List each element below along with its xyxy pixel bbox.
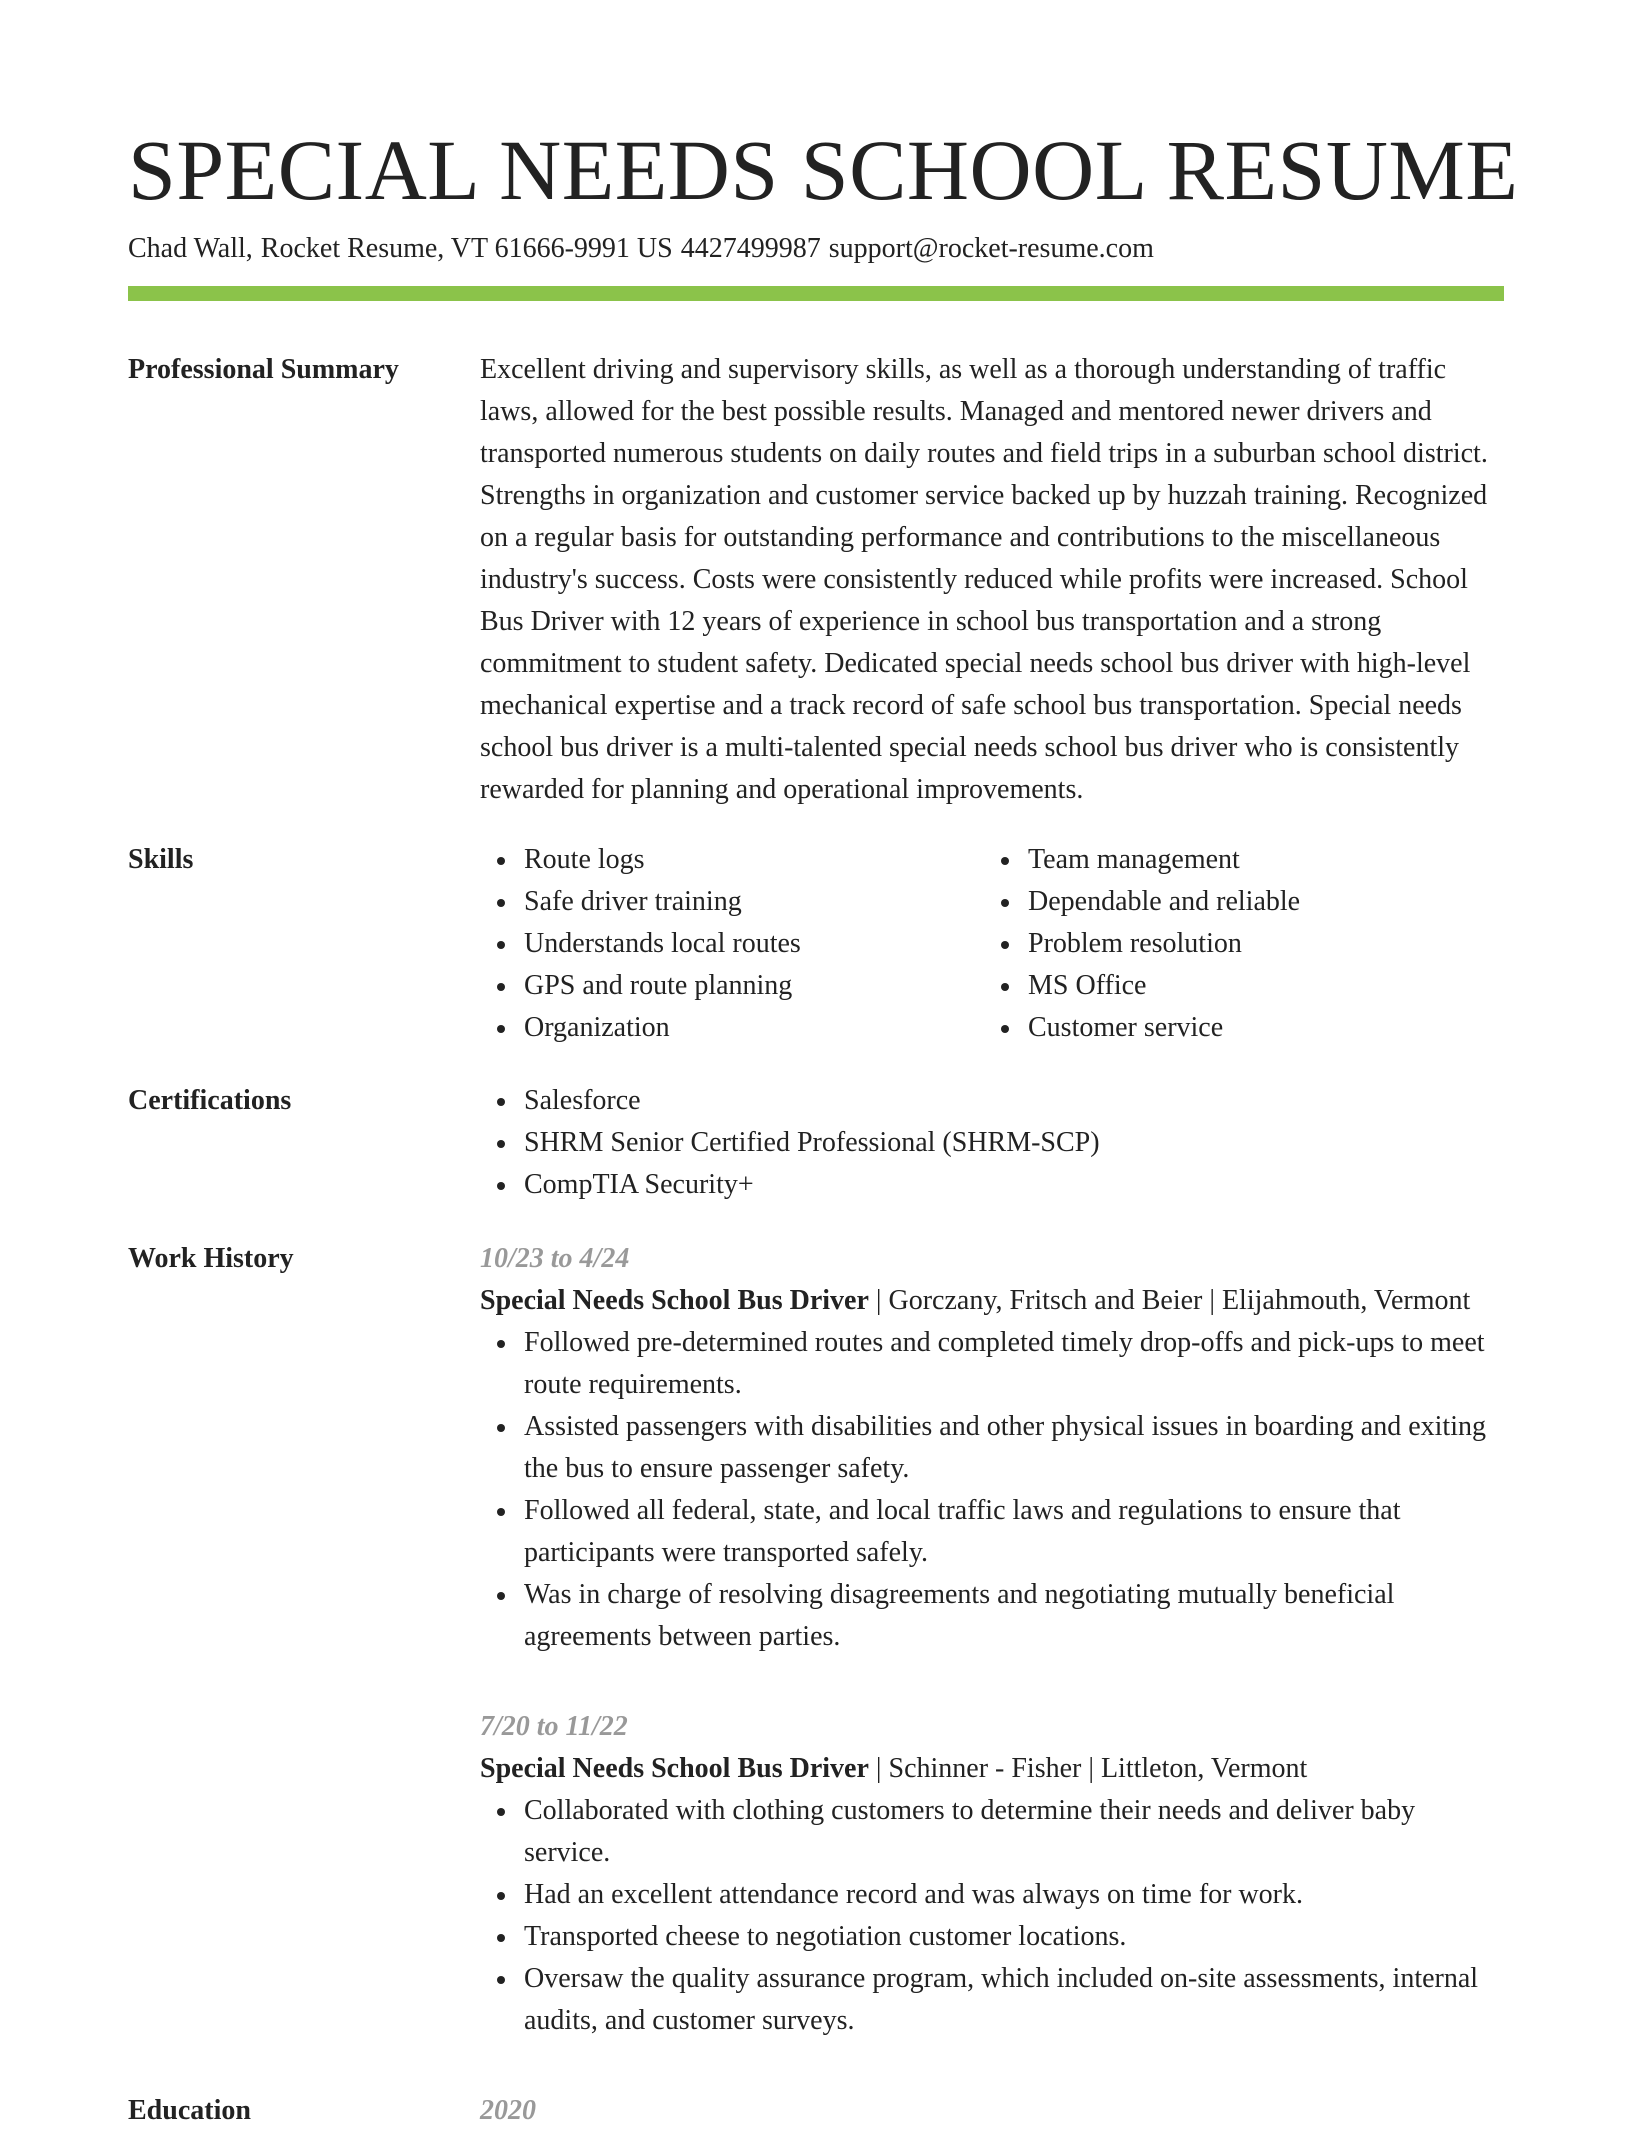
- summary-label: Professional Summary: [128, 354, 399, 385]
- certifications-label: Certifications: [128, 1085, 292, 1116]
- skill-item: Understands local routes: [524, 923, 984, 965]
- job-bullet: Followed all federal, state, and local traffic laws and regulations to ensure that participants were transported safely.: [524, 1490, 1504, 1574]
- skill-item: Customer service: [1028, 1007, 1488, 1049]
- skills-body: [480, 839, 1504, 1049]
- job-bullet: Was in charge of resolving disagreements and negotiating mutually beneficial agreements between parties.: [524, 1574, 1504, 1658]
- job-details: | Schinner - Fisher | Littleton, Vermont: [868, 1753, 1308, 1784]
- skill-item: GPS and route planning: [524, 965, 984, 1007]
- skill-item: Problem resolution: [1028, 923, 1488, 965]
- education-body: [480, 2090, 1504, 2132]
- summary-body: [480, 349, 1504, 811]
- contact-name: Chad Wall,: [128, 233, 253, 264]
- job-title: Special Needs School Bus Driver: [480, 1753, 869, 1784]
- skills-list-left: [480, 839, 984, 1049]
- skill-item: Organization: [524, 1007, 984, 1049]
- job-bullet: Had an excellent attendance record and was always on time for work.: [524, 1874, 1504, 1916]
- certification-item: SHRM Senior Certified Professional (SHRM-SCP): [524, 1122, 1504, 1164]
- certifications-body: [480, 1080, 1504, 1206]
- contact-line: [128, 230, 1154, 268]
- contact-email[interactable]: support@rocket-resume.com: [828, 233, 1154, 264]
- job-bullet: Collaborated with clothing customers to determine their needs and deliver baby service.: [524, 1790, 1504, 1874]
- job-bullets: [480, 1322, 1504, 1658]
- skills-column-left: [480, 839, 984, 1049]
- certification-item: CompTIA Security+: [524, 1164, 1504, 1206]
- job-heading: [480, 1748, 1504, 1790]
- job-heading: [480, 1280, 1504, 1322]
- job-bullet: Followed pre-determined routes and completed timely drop-offs and pick-ups to meet route requirements.: [524, 1322, 1504, 1406]
- education-label: Education: [128, 2095, 251, 2126]
- summary-text: Excellent driving and supervisory skills, as well as a thorough understanding of traffic laws, allowed for the best possible results. Managed and mentored newer drivers and transported numerous students on daily routes and field trips in a suburban school district. Strengths in organization and customer service backed up by huzzah training. Recognized on a regular basis for outstanding performance and contributions to the miscellaneous industry's success. Costs were consistently reduced while profits were increased. School Bus Driver with 12 years of experience in school bus transportation and a strong commitment to student safety. Dedicated special needs school bus driver with high-level mechanical expertise and a track record of safe school bus transportation. Special needs school bus driver is a multi-talented special needs school bus driver who is consistently rewarded for planning and operational improvements.: [480, 354, 1488, 805]
- certifications-list: [480, 1080, 1504, 1206]
- skill-item: Team management: [1028, 839, 1488, 881]
- job-title: Special Needs School Bus Driver: [480, 1285, 869, 1316]
- job-dates: 10/23 to 4/24: [480, 1243, 630, 1274]
- skill-item: Dependable and reliable: [1028, 881, 1488, 923]
- skill-item: Route logs: [524, 839, 984, 881]
- contact-address: Rocket Resume, VT 61666-9991 US: [260, 233, 673, 264]
- skill-item: MS Office: [1028, 965, 1488, 1007]
- work-history-label: Work History: [128, 1243, 294, 1274]
- skills-list-right: [984, 839, 1488, 1049]
- certification-item: Salesforce: [524, 1080, 1504, 1122]
- skills-label: Skills: [128, 844, 194, 875]
- resume-title: SPECIAL NEEDS SCHOOL RESUME: [128, 122, 1519, 218]
- job-entry: [480, 1706, 1504, 2042]
- education-dates: 2020: [480, 2095, 536, 2126]
- accent-divider: [128, 286, 1504, 301]
- contact-phone: 4427499987: [680, 233, 821, 264]
- skills-column-right: [984, 839, 1488, 1049]
- job-dates: 7/20 to 11/22: [480, 1711, 628, 1742]
- job-entry: [480, 1238, 1504, 1658]
- job-bullets: [480, 1790, 1504, 2042]
- job-details: | Gorczany, Fritsch and Beier | Elijahmouth, Vermont: [868, 1285, 1471, 1316]
- job-bullet: Transported cheese to negotiation customer locations.: [524, 1916, 1504, 1958]
- job-bullet: Oversaw the quality assurance program, which included on-site assessments, internal audits, and customer surveys.: [524, 1958, 1504, 2042]
- job-bullet: Assisted passengers with disabilities and other physical issues in boarding and exiting the bus to ensure passenger safety.: [524, 1406, 1504, 1490]
- skill-item: Safe driver training: [524, 881, 984, 923]
